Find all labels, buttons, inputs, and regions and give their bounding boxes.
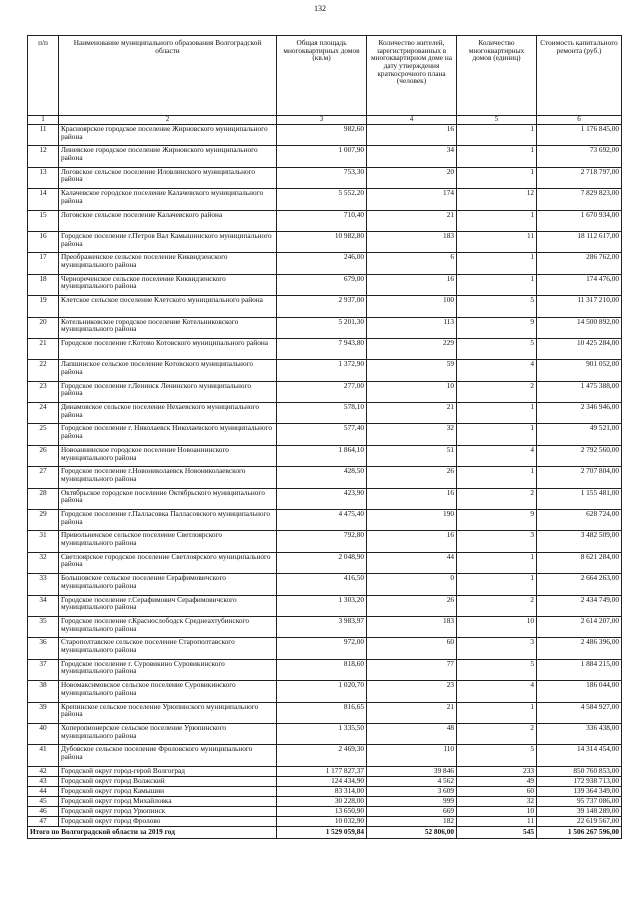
municipality-name: Линевское городское поселение Жирновского муниципального района	[59, 146, 277, 167]
people-value: 48	[367, 723, 457, 744]
table-row	[28, 210, 622, 231]
total-area: 1 529 059,84	[277, 826, 367, 838]
row-number: 20	[28, 317, 59, 338]
people-value: 21	[367, 403, 457, 424]
houses-value: 10	[457, 806, 537, 816]
cost-value: 3 482 509,00	[537, 531, 622, 552]
column-number: 1	[28, 116, 59, 125]
row-number: 19	[28, 296, 59, 317]
row-number: 11	[28, 125, 59, 146]
row-number: 29	[28, 510, 59, 531]
header-houses: Количество многоквартирных домов (единиц)	[457, 36, 537, 116]
column-number: 5	[457, 116, 537, 125]
table-row	[28, 681, 622, 702]
people-value: 23	[367, 681, 457, 702]
cost-value: 1 155 481,00	[537, 488, 622, 509]
row-number: 17	[28, 253, 59, 274]
row-number: 31	[28, 531, 59, 552]
municipality-name: Городское поселение г.Новониколаевск Новониколаевского муниципального района	[59, 467, 277, 488]
area-value: 753,30	[277, 167, 367, 188]
cost-value: 139 364 349,00	[537, 786, 622, 796]
houses-value: 1	[457, 167, 537, 188]
municipality-name: Динамовское сельское поселение Нехаевского муниципального района	[59, 403, 277, 424]
municipality-name: Городской округ город Михайловка	[59, 796, 277, 806]
cost-value: 18 112 617,00	[537, 231, 622, 252]
column-number: 6	[537, 116, 622, 125]
table-row	[28, 816, 622, 826]
houses-value: 2	[457, 595, 537, 616]
houses-value: 233	[457, 766, 537, 776]
table-row	[28, 167, 622, 188]
municipality-name: Светлоярское городское поселение Светлоярского муниципального района	[59, 552, 277, 573]
area-value: 1 020,70	[277, 681, 367, 702]
area-value: 2 937,00	[277, 296, 367, 317]
municipality-name: Городское поселение г.Котово Котовского муниципального района	[59, 338, 277, 359]
cost-value: 10 425 284,00	[537, 338, 622, 359]
area-value: 13 650,90	[277, 806, 367, 816]
area-value: 124 434,90	[277, 776, 367, 786]
houses-value: 5	[457, 296, 537, 317]
area-value: 428,50	[277, 467, 367, 488]
houses-value: 60	[457, 786, 537, 796]
people-value: 59	[367, 360, 457, 381]
people-value: 0	[367, 574, 457, 595]
table-row	[28, 806, 622, 816]
municipality-name: Городской округ город Камышин	[59, 786, 277, 796]
repair-plan-table	[27, 35, 622, 839]
houses-value: 5	[457, 659, 537, 680]
row-number: 36	[28, 638, 59, 659]
cost-value: 2 664 263,00	[537, 574, 622, 595]
area-value: 7 943,80	[277, 338, 367, 359]
table-row	[28, 274, 622, 295]
people-value: 4 562	[367, 776, 457, 786]
houses-value: 5	[457, 745, 537, 766]
cost-value: 2 792 560,00	[537, 445, 622, 466]
row-number: 15	[28, 210, 59, 231]
cost-value: 2 614 207,00	[537, 616, 622, 637]
row-number: 14	[28, 189, 59, 210]
cost-value: 8 621 284,00	[537, 552, 622, 573]
area-value: 1 864,10	[277, 445, 367, 466]
row-number: 25	[28, 424, 59, 445]
total-row	[28, 826, 622, 838]
table-row	[28, 253, 622, 274]
cost-value: 11 317 210,00	[537, 296, 622, 317]
row-number: 16	[28, 231, 59, 252]
table-row	[28, 745, 622, 766]
table-row	[28, 403, 622, 424]
area-value: 982,60	[277, 125, 367, 146]
municipality-name: Логовское сельское поселение Иловлинского муниципального района	[59, 167, 277, 188]
municipality-name: Городское поселение г.Палласовка Палласовского муниципального района	[59, 510, 277, 531]
municipality-name: Городское поселение г. Николаевск Николаевского муниципального района	[59, 424, 277, 445]
municipality-name: Городское поселение г. Суровикино Суровикинского муниципального района	[59, 659, 277, 680]
houses-value: 4	[457, 360, 537, 381]
municipality-name: Городское поселение г.Краснослободск Среднеахтубинского муниципального района	[59, 616, 277, 637]
people-value: 110	[367, 745, 457, 766]
table-row	[28, 616, 622, 637]
cost-value: 2 707 804,00	[537, 467, 622, 488]
municipality-name: Логовское сельское поселение Калачевского района	[59, 210, 277, 231]
row-number: 41	[28, 745, 59, 766]
total-people: 52 806,00	[367, 826, 457, 838]
people-value: 16	[367, 274, 457, 295]
houses-value: 3	[457, 531, 537, 552]
area-value: 577,40	[277, 424, 367, 445]
cost-value: 850 760 853,00	[537, 766, 622, 776]
row-number: 39	[28, 702, 59, 723]
area-value: 3 983,97	[277, 616, 367, 637]
cost-value: 1 475 388,00	[537, 381, 622, 402]
row-number: 27	[28, 467, 59, 488]
header-name: Наименование муниципального образования Волгоградской области	[59, 36, 277, 116]
houses-value: 1	[457, 552, 537, 573]
municipality-name: Большовское сельское поселение Серафимовичского муниципального района	[59, 574, 277, 595]
table-row	[28, 231, 622, 252]
row-number: 42	[28, 766, 59, 776]
houses-value: 49	[457, 776, 537, 786]
table-row	[28, 659, 622, 680]
houses-value: 1	[457, 702, 537, 723]
cost-value: 95 737 086,00	[537, 796, 622, 806]
cost-value: 174 476,00	[537, 274, 622, 295]
area-value: 423,90	[277, 488, 367, 509]
houses-value: 2	[457, 488, 537, 509]
area-value: 816,65	[277, 702, 367, 723]
people-value: 21	[367, 702, 457, 723]
row-number: 38	[28, 681, 59, 702]
people-value: 999	[367, 796, 457, 806]
area-value: 416,50	[277, 574, 367, 595]
area-value: 277,00	[277, 381, 367, 402]
area-value: 1 007,90	[277, 146, 367, 167]
municipality-name: Калачевское городское поселение Калачевского муниципального района	[59, 189, 277, 210]
area-value: 792,80	[277, 531, 367, 552]
total-label: Итого по Волгоградской области за 2019 год	[28, 826, 277, 838]
row-number: 44	[28, 786, 59, 796]
cost-value: 39 148 289,00	[537, 806, 622, 816]
houses-value: 32	[457, 796, 537, 806]
municipality-name: Преображенское сельское поселение Киквидзенского муниципального района	[59, 253, 277, 274]
table-row	[28, 189, 622, 210]
cost-value: 628 724,00	[537, 510, 622, 531]
municipality-name: Старополтавское сельское поселение Старополтавского муниципального района	[59, 638, 277, 659]
people-value: 113	[367, 317, 457, 338]
area-value: 5 552,20	[277, 189, 367, 210]
houses-value: 3	[457, 638, 537, 659]
table-row	[28, 510, 622, 531]
people-value: 60	[367, 638, 457, 659]
cost-value: 22 619 567,00	[537, 816, 622, 826]
page-number: 132	[314, 4, 326, 13]
table-row	[28, 638, 622, 659]
municipality-name: Городской округ город Волжский	[59, 776, 277, 786]
houses-value: 10	[457, 616, 537, 637]
row-number: 12	[28, 146, 59, 167]
row-number: 34	[28, 595, 59, 616]
cost-value: 901 052,00	[537, 360, 622, 381]
municipality-name: Крепинское сельское поселение Урюпинского муниципального района	[59, 702, 277, 723]
people-value: 20	[367, 167, 457, 188]
area-value: 710,40	[277, 210, 367, 231]
people-value: 183	[367, 616, 457, 637]
houses-value: 1	[457, 424, 537, 445]
cost-value: 49 521,00	[537, 424, 622, 445]
table-row	[28, 317, 622, 338]
table-row	[28, 125, 622, 146]
table-row	[28, 766, 622, 776]
houses-value: 11	[457, 816, 537, 826]
column-number: 4	[367, 116, 457, 125]
people-value: 44	[367, 552, 457, 573]
people-value: 16	[367, 125, 457, 146]
area-value: 2 469,30	[277, 745, 367, 766]
total-houses: 545	[457, 826, 537, 838]
table-row	[28, 552, 622, 573]
area-value: 30 228,00	[277, 796, 367, 806]
people-value: 229	[367, 338, 457, 359]
houses-value: 12	[457, 189, 537, 210]
houses-value: 1	[457, 125, 537, 146]
municipality-name: Новоаннинское городское поселение Новоаннинского муниципального района	[59, 445, 277, 466]
houses-value: 4	[457, 445, 537, 466]
cost-value: 1 884 215,00	[537, 659, 622, 680]
row-number: 23	[28, 381, 59, 402]
row-number: 22	[28, 360, 59, 381]
row-number: 13	[28, 167, 59, 188]
people-value: 16	[367, 488, 457, 509]
row-number: 46	[28, 806, 59, 816]
area-value: 679,00	[277, 274, 367, 295]
area-value: 1 177 827,37	[277, 766, 367, 776]
municipality-name: Хоперопионерское сельское поселение Урюпинского муниципального района	[59, 723, 277, 744]
column-number: 3	[277, 116, 367, 125]
houses-value: 1	[457, 146, 537, 167]
table-row	[28, 296, 622, 317]
people-value: 182	[367, 816, 457, 826]
houses-value: 9	[457, 317, 537, 338]
municipality-name: Новомаксимовское сельское поселение Суровикинского муниципального района	[59, 681, 277, 702]
cost-value: 7 829 823,00	[537, 189, 622, 210]
cost-value: 4 584 927,00	[537, 702, 622, 723]
column-number-row	[28, 116, 622, 125]
houses-value: 1	[457, 253, 537, 274]
row-number: 33	[28, 574, 59, 595]
area-value: 578,10	[277, 403, 367, 424]
area-value: 972,00	[277, 638, 367, 659]
header-row	[28, 36, 622, 116]
header-num: п/п	[28, 36, 59, 116]
row-number: 32	[28, 552, 59, 573]
area-value: 818,60	[277, 659, 367, 680]
cost-value: 336 438,00	[537, 723, 622, 744]
cost-value: 286 762,00	[537, 253, 622, 274]
houses-value: 11	[457, 231, 537, 252]
people-value: 100	[367, 296, 457, 317]
municipality-name: Чернореченское сельское поселение Киквидзенского муниципального района	[59, 274, 277, 295]
row-number: 21	[28, 338, 59, 359]
people-value: 6	[367, 253, 457, 274]
area-value: 1 303,20	[277, 595, 367, 616]
cost-value: 14 314 454,00	[537, 745, 622, 766]
people-value: 16	[367, 531, 457, 552]
cost-value: 2 486 396,00	[537, 638, 622, 659]
municipality-name: Городской округ город Урюпинск	[59, 806, 277, 816]
municipality-name: Клетское сельское поселение Клетского муниципального района	[59, 296, 277, 317]
header-people: Количество жителей, зарегистрированных в многоквартирном доме на дату утверждения краткосрочного плана (человек)	[367, 36, 457, 116]
row-number: 37	[28, 659, 59, 680]
row-number: 45	[28, 796, 59, 806]
people-value: 183	[367, 231, 457, 252]
table-row	[28, 796, 622, 806]
municipality-name: Дубовское сельское поселение Фроловского муниципального района	[59, 745, 277, 766]
row-number: 43	[28, 776, 59, 786]
cost-value: 172 938 713,00	[537, 776, 622, 786]
cost-value: 73 692,00	[537, 146, 622, 167]
table-row	[28, 786, 622, 796]
people-value: 39 846	[367, 766, 457, 776]
row-number: 24	[28, 403, 59, 424]
row-number: 35	[28, 616, 59, 637]
area-value: 1 372,90	[277, 360, 367, 381]
people-value: 51	[367, 445, 457, 466]
municipality-name: Городское поселение г.Петров Вал Камышинского муниципального района	[59, 231, 277, 252]
people-value: 26	[367, 467, 457, 488]
header-area: Общая площадь многоквартирных домов (кв.м)	[277, 36, 367, 116]
people-value: 77	[367, 659, 457, 680]
column-number: 2	[59, 116, 277, 125]
header-cost: Стоимость капитального ремонта (руб.)	[537, 36, 622, 116]
municipality-name: Красноярское городское поселение Жирновского муниципального района	[59, 125, 277, 146]
people-value: 669	[367, 806, 457, 816]
table-row	[28, 574, 622, 595]
cost-value: 186 044,00	[537, 681, 622, 702]
row-number: 28	[28, 488, 59, 509]
houses-value: 1	[457, 274, 537, 295]
municipality-name: Городской округ город-герой Волгоград	[59, 766, 277, 776]
houses-value: 1	[457, 467, 537, 488]
cost-value: 1 670 934,00	[537, 210, 622, 231]
table-row	[28, 424, 622, 445]
table-row	[28, 146, 622, 167]
area-value: 246,00	[277, 253, 367, 274]
table-body	[28, 125, 622, 839]
cost-value: 2 434 749,00	[537, 595, 622, 616]
table-row	[28, 381, 622, 402]
people-value: 10	[367, 381, 457, 402]
people-value: 174	[367, 189, 457, 210]
area-value: 5 201,30	[277, 317, 367, 338]
table-row	[28, 488, 622, 509]
table-row	[28, 467, 622, 488]
table-row	[28, 531, 622, 552]
cost-value: 1 176 845,00	[537, 125, 622, 146]
people-value: 32	[367, 424, 457, 445]
row-number: 26	[28, 445, 59, 466]
municipality-name: Городское поселение г.Серафимович Серафимовичского муниципального района	[59, 595, 277, 616]
houses-value: 2	[457, 381, 537, 402]
houses-value: 5	[457, 338, 537, 359]
houses-value: 1	[457, 403, 537, 424]
row-number: 47	[28, 816, 59, 826]
municipality-name: Городской округ город Фролово	[59, 816, 277, 826]
cost-value: 14 500 892,00	[537, 317, 622, 338]
area-value: 83 314,00	[277, 786, 367, 796]
area-value: 4 475,40	[277, 510, 367, 531]
total-cost: 1 506 267 596,00	[537, 826, 622, 838]
table-row	[28, 595, 622, 616]
houses-value: 2	[457, 723, 537, 744]
area-value: 2 048,90	[277, 552, 367, 573]
municipality-name: Городское поселение г.Ленинск Ленинского муниципального района	[59, 381, 277, 402]
houses-value: 1	[457, 210, 537, 231]
table-row	[28, 776, 622, 786]
people-value: 26	[367, 595, 457, 616]
houses-value: 9	[457, 510, 537, 531]
area-value: 10 032,90	[277, 816, 367, 826]
table-row	[28, 723, 622, 744]
table-row	[28, 445, 622, 466]
municipality-name: Привольненское сельское поселение Светлоярского муниципального района	[59, 531, 277, 552]
cost-value: 2 346 946,00	[537, 403, 622, 424]
people-value: 21	[367, 210, 457, 231]
people-value: 34	[367, 146, 457, 167]
area-value: 1 335,50	[277, 723, 367, 744]
row-number: 18	[28, 274, 59, 295]
cost-value: 2 718 797,00	[537, 167, 622, 188]
municipality-name: Лапшинское сельское поселение Котовского муниципального района	[59, 360, 277, 381]
table-row	[28, 702, 622, 723]
people-value: 190	[367, 510, 457, 531]
municipality-name: Октябрьское городское поселение Октябрьского муниципального района	[59, 488, 277, 509]
area-value: 10 982,80	[277, 231, 367, 252]
houses-value: 1	[457, 574, 537, 595]
houses-value: 4	[457, 681, 537, 702]
people-value: 3 609	[367, 786, 457, 796]
row-number: 40	[28, 723, 59, 744]
table-row	[28, 338, 622, 359]
municipality-name: Котельниковское городское поселение Котельниковского муниципального района	[59, 317, 277, 338]
table-row	[28, 360, 622, 381]
